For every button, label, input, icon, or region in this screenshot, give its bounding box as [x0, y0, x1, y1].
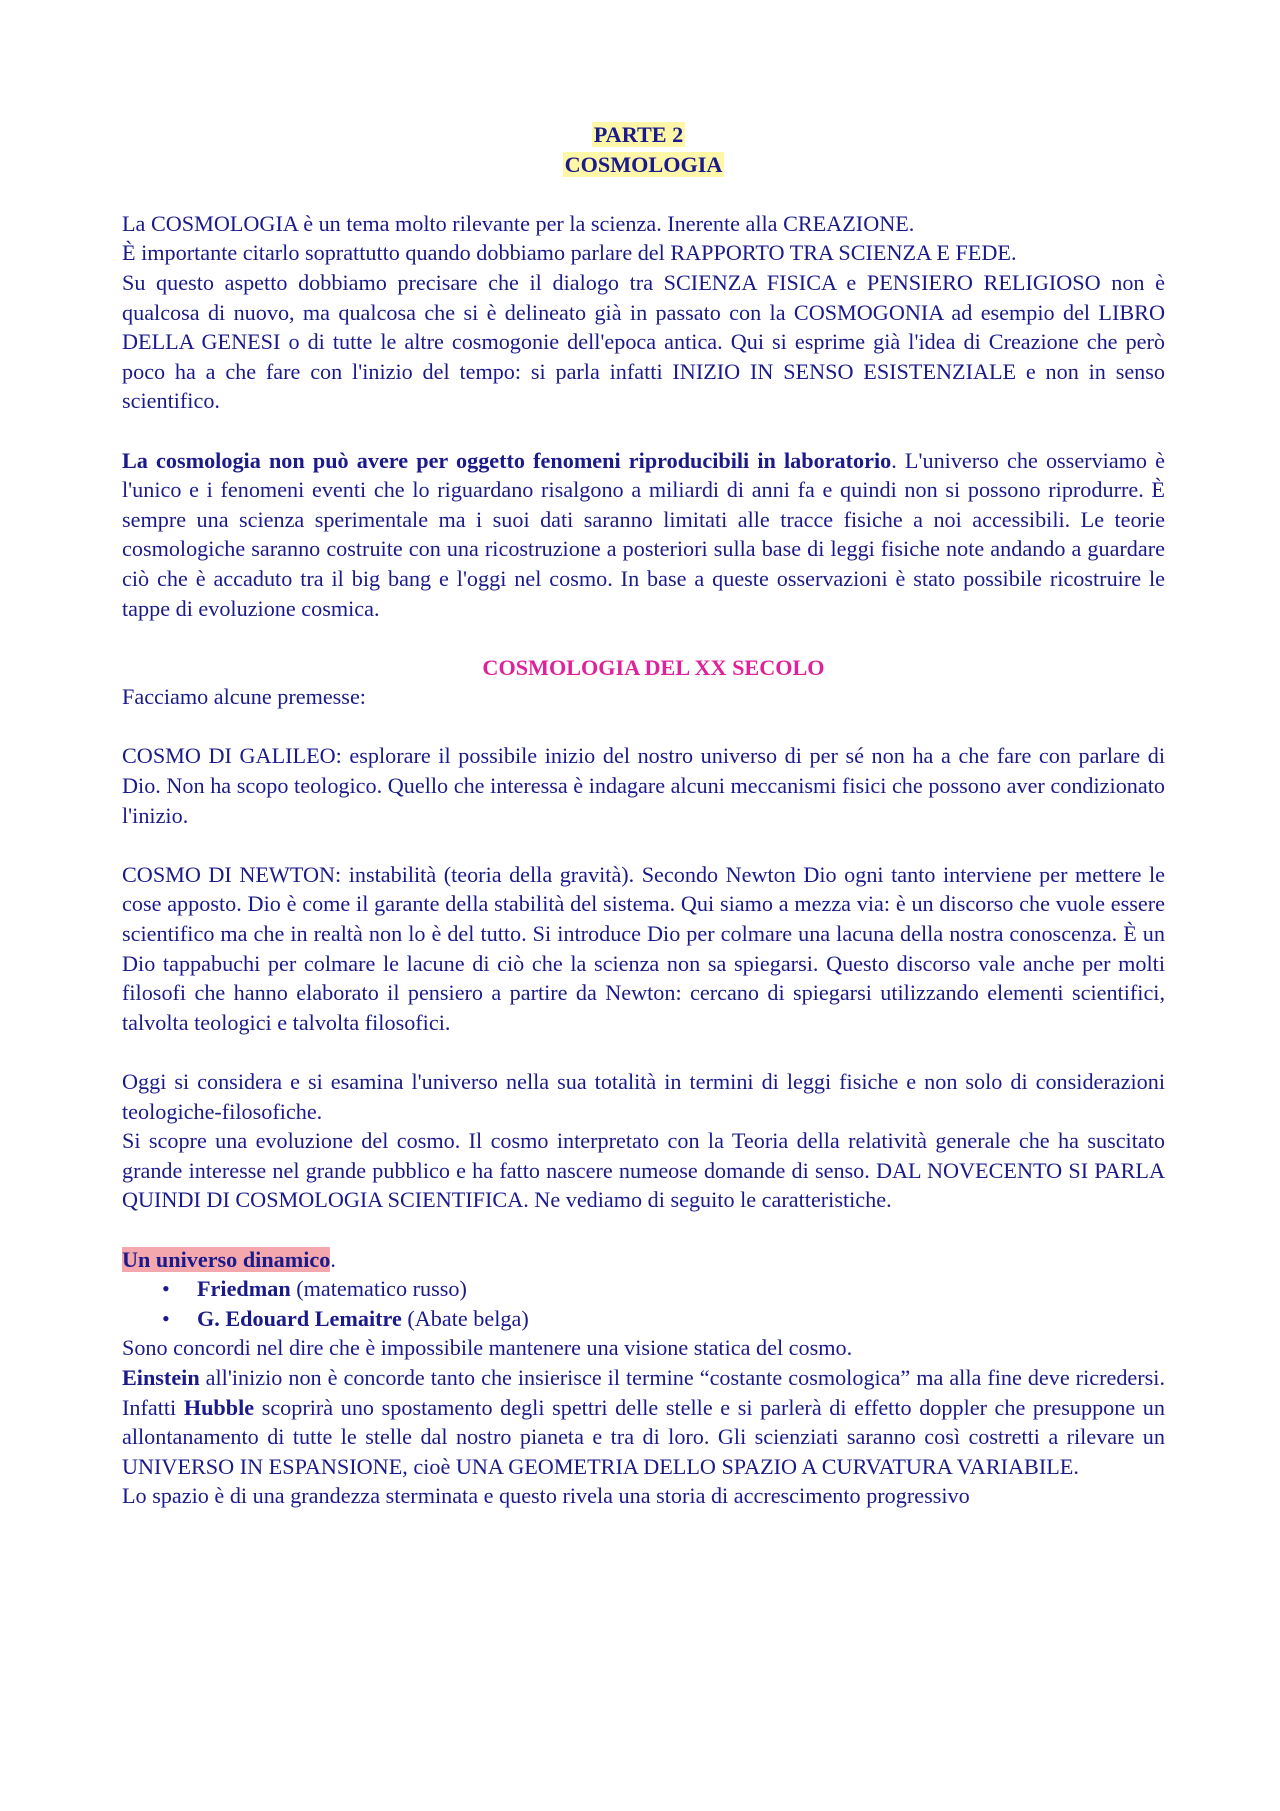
last-line: Lo spazio è di una grandezza sterminata e questo rivela una storia di accrescimento progressivo	[122, 1483, 970, 1509]
section-title: COSMOLOGIA DEL XX SECOLO	[482, 654, 825, 680]
dynamic-heading	[122, 1245, 1165, 1275]
lab-bold-lead: La cosmologia non può avere per oggetto fenomeni riproducibili in laboratorio	[122, 447, 892, 473]
hubble-text: scoprirà uno spostamento degli spettri delle stelle e si parlerà di effetto doppler che presuppone un allontanamento di tutte le stelle dal nostro pianeta e tra di loro. Gli scienziati saranno così costretti a rilevare un UNIVERSO IN ESPANSIONE, cioè UNA GEOMETRIA DELLO SPAZIO A CURVATURA VARIABILE.	[122, 1394, 1165, 1479]
main-title	[122, 150, 1165, 180]
einstein-name: Einstein	[122, 1364, 200, 1390]
list-item	[162, 1274, 1165, 1304]
newton-paragraph: COSMO DI NEWTON: instabilità (teoria della gravità). Secondo Newton Dio ogni tanto interviene per mettere le cose apposto. Dio è come il garante della stabilità del sistema. Qui siamo a mezza via: è un discorso che vuole essere scientifico ma che in realtà non lo è del tutto. Si introduce Dio per colmare una lacuna della nostra conoscenza. È un Dio tappabuchi per colmare le lacune di ciò che la scienza non sa spiegarsi. Questo discorso vale anche per molti filosofi che hanno elaborato il pensiero a partire da Newton: cercano di spiegarsi utilizzando elementi scientifici, talvolta teologici e talvolta filosofici.	[122, 861, 1165, 1035]
intro-line-3: Su questo aspetto dobbiamo precisare che il dialogo tra SCIENZA FISICA e PENSIERO RELIGIOSO non è qualcosa di nuovo, ma qualcosa che si è delineato già in passato con la COSMOGONIA ad esempio del LIBRO DELLA GENESI o di tutte le altre cosmogonie dell'epoca antica. Qui si esprime già l'idea di Creazione che però poco ha a che fare con l'inizio del tempo: si parla infatti INIZIO IN SENSO ESISTENZIALE e non in senso scientifico.	[122, 269, 1165, 414]
hubble-name: Hubble	[183, 1394, 255, 1420]
dynamic-heading-dot: .	[330, 1246, 336, 1272]
lab-rest: . L'universo che osserviamo è l'unico e i fenomeni eventi che lo riguardano risalgono a miliardi di anni fa e quindi non si possono riprodurre. È sempre una scienza sperimentale ma i suoi dati saranno limitati alle tracce fisiche a noi accessibili. Le teorie cosmologiche saranno costruite con una ricostruzione a posteriori sulla base di leggi fisiche note andando a guardare ciò che è accaduto tra il big bang e l'oggi nel cosmo. In base a queste osservazioni è stato possibile ricostruire le tappe di evoluzione cosmica.	[122, 447, 1166, 621]
part-number: PARTE 2	[593, 122, 684, 147]
premise-text: Facciamo alcune premesse:	[122, 684, 366, 710]
scientist-desc: (matematico russo)	[290, 1276, 467, 1302]
intro-paragraph	[122, 209, 1165, 416]
part-title	[112, 120, 1165, 150]
bullet-icon: •	[162, 1276, 170, 1302]
dynamic-universe-section	[122, 1245, 1165, 1511]
einstein-text: all'inizio non è concorde tanto che insierisce il termine “costante cosmologica” ma alla fine deve ricredersi. Infatti	[122, 1364, 1165, 1420]
intro-line-2: È importante citarlo soprattutto quando dobbiamo parlare del RAPPORTO TRA SCIENZA E FEDE.	[122, 240, 1017, 266]
einstein-paragraph	[122, 1363, 1165, 1481]
list-item	[162, 1304, 1165, 1334]
scientist-desc: (Abate belga)	[401, 1305, 529, 1331]
scientist-name: G. Edouard Lemaitre	[197, 1305, 402, 1331]
lab-paragraph	[122, 446, 1165, 624]
today-paragraph	[122, 1067, 1165, 1215]
main-title-text: COSMOLOGIA	[564, 151, 723, 177]
concord-text: Sono concordi nel dire che è impossibile mantenere una visione statica del cosmo.	[122, 1335, 853, 1361]
bullet-icon: •	[162, 1305, 170, 1331]
intro-line-1: La COSMOLOGIA è un tema molto rilevante per la scienza. Inerente alla CREAZIONE.	[122, 210, 915, 236]
galileo-paragraph: COSMO DI GALILEO: esplorare il possibile inizio del nostro universo di per sé non ha a che fare con parlare di Dio. Non ha scopo teologico. Quello che interessa è indagare alcuni meccanismi fisici che possono aver condizionato l'inizio.	[122, 743, 1165, 828]
today-line-2: Si scopre una evoluzione del cosmo. Il cosmo interpretato con la Teoria della relatività generale che ha suscitato grande interesse nel grande pubblico e ha fatto nascere numeose domande di senso. DAL NOVECENTO SI PARLA QUINDI DI COSMOLOGIA SCIENTIFICA. Ne vediamo di seguito le caratteristiche.	[122, 1128, 1165, 1213]
today-line-1: Oggi si considera e si esamina l'universo nella sua totalità in termini di leggi fisiche e non solo di considerazioni teologiche-filosofiche.	[122, 1069, 1165, 1124]
scientist-list	[122, 1274, 1165, 1333]
dynamic-heading-text: Un universo dinamico	[122, 1246, 331, 1272]
scientist-name: Friedman	[197, 1276, 291, 1302]
